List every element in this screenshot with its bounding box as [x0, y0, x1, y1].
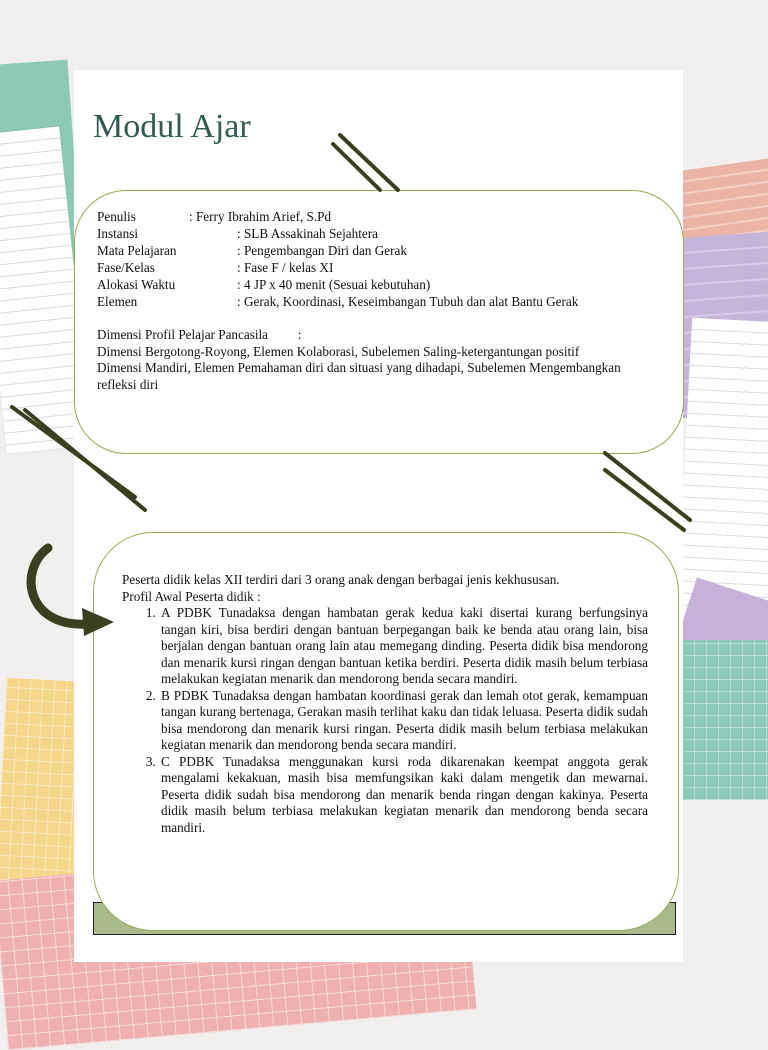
profile-section	[122, 572, 648, 836]
decor-paper-teal-right	[682, 640, 768, 800]
identity-list	[97, 208, 578, 310]
identity-row	[97, 276, 578, 293]
profile-heading: Profil Awal Peserta didik :	[122, 588, 261, 604]
identity-label: Instansi	[97, 226, 139, 241]
list-item: 1. A PDBK Tunadaksa dengan hambatan gerak kedua kaki disertai kurang berfungsinya tangan kiri, bisa berdiri dengan bantuan berpegangan baik ke benda atau orang lain, bisa berjalan dengan bantuan orang lain atau memegang dinding. Peserta didik bisa mendorong dan menarik kursi ringan dengan bantuan ketika berdiri. Peserta didik masih belum terbiasa melakukan kegiatan menarik dan mendorong benda secara mandiri.	[159, 605, 648, 688]
identity-row	[97, 225, 578, 242]
profile-list	[122, 605, 648, 836]
identity-value: : Ferry Ibrahim Arief, S.Pd	[189, 209, 332, 224]
identity-label: Alokasi Waktu	[97, 277, 176, 292]
identity-value: : SLB Assakinah Sejahtera	[237, 226, 379, 241]
identity-value: : Pengembangan Diri dan Gerak	[237, 243, 407, 258]
dimensi-section	[97, 327, 637, 393]
identity-row	[97, 208, 578, 225]
identity-label: Elemen	[97, 294, 138, 309]
page-title: Modul Ajar	[93, 108, 251, 145]
identity-value: : Fase F / kelas XI	[237, 260, 334, 275]
identity-row	[97, 242, 578, 259]
identity-value: : Gerak, Koordinasi, Keseimbangan Tubuh dan alat Bantu Gerak	[237, 294, 579, 309]
identity-label: Mata Pelajaran	[97, 243, 177, 258]
identity-label: Fase/Kelas	[97, 260, 155, 275]
identity-row	[97, 259, 578, 276]
list-item: 3. C PDBK Tunadaksa menggunakan kursi roda dikarenakan keempat anggota gerak mengalami kekakuan, masih bisa memfungsikan kaki dalam mengetik dan mewarnai. Peserta didik sudah bisa mendorong dan menarik benda ringan dengan kakinya. Peserta didik masih belum terbiasa melakukan kegiatan menarik dan mendorong benda secara mandiri.	[159, 754, 648, 837]
curved-arrow-icon	[18, 540, 118, 640]
dimensi-line: Dimensi Bergotong-Royong, Elemen Kolaborasi, Subelemen Saling-ketergantungan positif	[97, 343, 580, 359]
identity-row	[97, 293, 578, 310]
dimensi-heading: Dimensi Profil Pelajar Pancasila :	[97, 327, 302, 342]
dimensi-line: Dimensi Mandiri, Elemen Pemahaman diri dan situasi yang dihadapi, Subelemen Mengembangkan refleksi diri	[97, 360, 621, 392]
list-item: 2. B PDBK Tunadaksa dengan hambatan koordinasi gerak dan lemah otot gerak, kemampuan tangan kurang bertenaga, Gerakan masih terlihat kaku dan tidak leluasa. Peserta didik sudah bisa mendorong dan menarik kursi ringan. Peserta didik masih belum terbiasa melakukan kegiatan menarik dan mendorong benda secara mandiri.	[159, 688, 648, 754]
identity-value: : 4 JP x 40 menit (Sesuai kebutuhan)	[237, 277, 431, 292]
identity-label: Penulis	[97, 209, 136, 224]
profile-intro: Peserta didik kelas XII terdiri dari 3 orang anak dengan berbagai jenis kekhususan.	[122, 572, 560, 587]
